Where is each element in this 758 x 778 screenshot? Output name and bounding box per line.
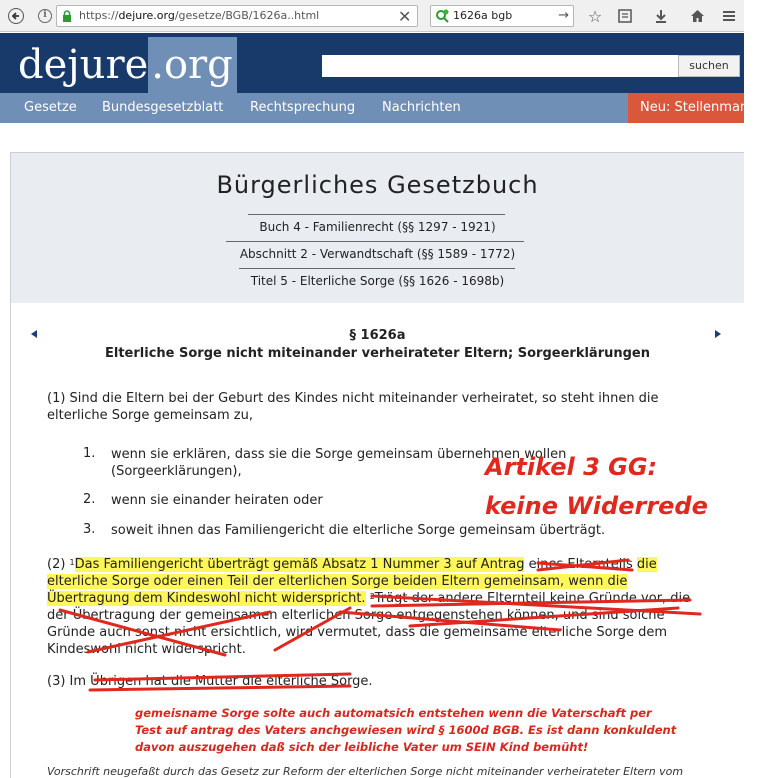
abs1-text [47, 390, 669, 424]
url-bar[interactable] [56, 5, 418, 27]
logo-tld: .org [148, 37, 237, 93]
annotation-note: Test auf antrag des Vaters anchgewiesen wird § 1600d BGB. Es ist dann konkuldent [135, 723, 677, 737]
list-number: 1. [83, 446, 96, 461]
menu-icon[interactable] [718, 5, 740, 27]
nav-rechtsprechung[interactable]: Rechtsprechung [250, 100, 356, 115]
divider [239, 268, 515, 269]
struck-text: Kindeswohl nicht widerspricht. [47, 642, 246, 657]
abs2-prefix: (2) [47, 557, 70, 572]
search-engine-icon [435, 9, 449, 23]
clear-url-icon[interactable]: ✕ [398, 7, 412, 26]
annotation-note: davon auszugehen daß sich der leibliche Vater um SEIN Kind bemüht! [135, 740, 589, 754]
url-path: /gesetze/BGB/1626a..html [174, 9, 320, 22]
nav-nachrichten[interactable]: Nachrichten [382, 100, 461, 115]
home-icon[interactable] [686, 5, 708, 27]
search-go-icon[interactable]: → [558, 8, 569, 23]
browser-search-input[interactable] [430, 5, 574, 27]
struck-text: eines Elternteils [524, 557, 637, 572]
logo-main: dejure [18, 42, 149, 88]
back-button[interactable] [4, 4, 28, 28]
abs1-line: elterliche Sorge gemeinsam zu, [47, 408, 253, 423]
annotation-heading: keine Widerrede [485, 492, 708, 520]
list-item: wenn sie einander heiraten oder [111, 493, 323, 508]
site-search-button[interactable]: suchen [678, 55, 740, 77]
browser-toolbar [0, 0, 744, 32]
sentence-number: 1 [69, 558, 75, 567]
abs2-text [47, 556, 707, 658]
divider [226, 241, 524, 242]
nav-stellenmarkt[interactable]: Neu: Stellenmarkt [628, 93, 744, 123]
list-item: soweit ihnen das Familiengericht die elterliche Sorge gemeinsam überträgt. [111, 523, 606, 538]
url-prefix: https:// [79, 9, 119, 22]
annotation-heading: Artikel 3 GG: [485, 453, 658, 481]
list-number: 2. [83, 492, 96, 507]
lock-icon [62, 10, 72, 22]
highlighted-text: die [636, 557, 657, 572]
nav-gesetze[interactable]: Gesetze [24, 100, 77, 115]
list-number: 3. [83, 522, 96, 537]
url-host: dejure.org [118, 9, 175, 22]
site-search-input[interactable] [322, 55, 678, 77]
abs3-text: (3) Im Übrigen hat die Mutter die elterliche Sorge. [47, 674, 373, 689]
reading-list-icon[interactable] [614, 5, 636, 27]
section-link[interactable]: Abschnitt 2 - Verwandtschaft (§§ 1589 - 1772) [239, 247, 516, 261]
divider [248, 214, 505, 215]
nav-bundesgesetzblatt[interactable]: Bundesgesetzblatt [102, 100, 224, 115]
paragraph-number: § 1626a [349, 328, 406, 343]
highlighted-text: elterliche Sorge oder einen Teil der elterlichen Sorge beiden Eltern gemeinsam, wenn die [47, 574, 628, 589]
list-item-line: (Sorgeerklärungen), [111, 464, 242, 479]
struck-text: Trägt der andere Elternteil keine Gründe vor, die [374, 591, 691, 606]
struck-text: Gründe auch sonst nicht ersichtlich, wird vermutet, dass die gemeinsame elterliche Sorge dem [47, 625, 668, 640]
book-header [11, 153, 744, 303]
annotation-note: gemeisname Sorge solte auch automatsich entstehen wenn die Vaterschaft per [135, 706, 652, 720]
site-logo[interactable] [18, 37, 237, 93]
chapter-link[interactable]: Titel 5 - Elterliche Sorge (§§ 1626 - 1698b) [250, 274, 505, 288]
highlighted-text: Übertragung dem Kindeswohl nicht widerspricht. [47, 591, 366, 606]
book-link[interactable]: Buch 4 - Familienrecht (§§ 1297 - 1921) [259, 220, 496, 234]
bookmark-star-icon[interactable]: ☆ [587, 6, 603, 26]
search-query: 1626a bgb [453, 9, 513, 22]
footnote: Vorschrift neugefaßt durch das Gesetz zur Reform der elterlichen Sorge nicht miteinander verheirateter Eltern vom [47, 765, 684, 778]
site-info-icon[interactable]: i [38, 9, 52, 23]
list-item-line: wenn sie erklären, dass sie die Sorge gemeinsam übernehmen wollen [111, 447, 567, 462]
content-frame [10, 152, 744, 778]
highlighted-text: Das Familiengericht überträgt gemäß Absatz 1 Nummer 3 auf Antrag [74, 557, 525, 572]
struck-text: der Übertragung der gemeinsamen elterlichen Sorge entgegenstehen können, und sind solche [47, 608, 665, 623]
abs1-line: (1) Sind die Eltern bei der Geburt des Kindes nicht miteinander verheiratet, so steht ihnen die [47, 391, 659, 406]
sentence-number: 2 [369, 592, 375, 601]
back-arrow-icon [8, 8, 24, 24]
download-icon[interactable] [650, 5, 672, 27]
paragraph-title: Elterliche Sorge nicht miteinander verheirateter Eltern; Sorgeerklärungen [105, 346, 650, 361]
book-title: Bürgerliches Gesetzbuch [216, 171, 539, 199]
